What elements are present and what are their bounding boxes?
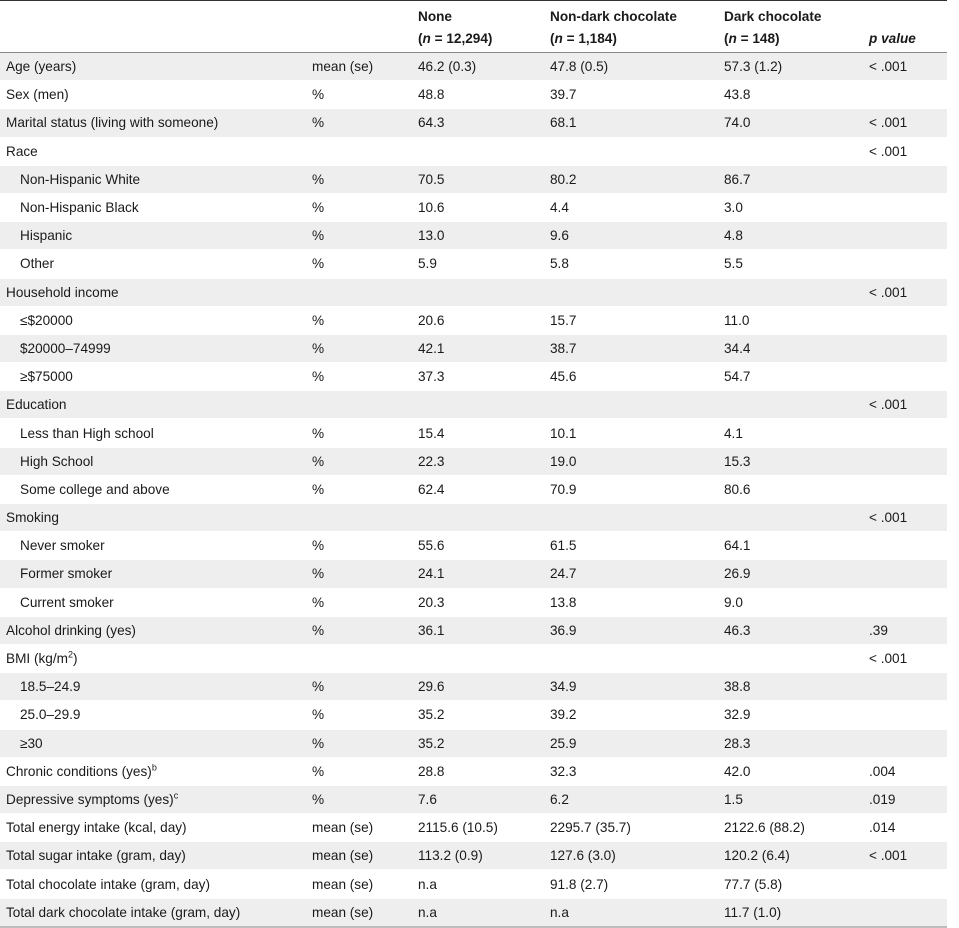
row-stat-type: % [312,785,418,813]
cell-pvalue [869,222,947,250]
cell-pvalue [869,363,947,391]
row-label-superscript: b [151,762,157,773]
cell-dark: 34.4 [724,334,869,362]
cell-pvalue: .019 [869,785,947,813]
row-stat-type: % [312,81,418,109]
row-stat-type: mean (se) [312,814,418,842]
row-label [0,447,312,475]
cell-nondark: 68.1 [550,109,724,137]
cell-pvalue [869,898,947,927]
cell-nondark: n.a [550,898,724,927]
row-stat-type: % [312,109,418,137]
table-row [0,447,947,475]
row-label-suffix: ) [72,651,78,667]
cell-none: 37.3 [418,363,550,391]
row-label-text: Hispanic [20,228,73,244]
cell-pvalue: < .001 [869,109,947,137]
cell-none: 24.1 [418,560,550,588]
cell-dark: 43.8 [724,81,869,109]
cell-none: 7.6 [418,785,550,813]
cell-nondark [550,137,724,165]
row-label-text: Age (years) [6,59,77,75]
row-label [0,814,312,842]
row-stat-type: % [312,560,418,588]
cell-nondark: 9.6 [550,222,724,250]
cell-nondark: 39.2 [550,701,724,729]
row-stat-type: mean (se) [312,870,418,898]
table-row [0,729,947,757]
cell-nondark: 25.9 [550,729,724,757]
table-row [0,701,947,729]
cell-dark: 26.9 [724,560,869,588]
row-label [0,222,312,250]
header-blank-label [0,1,312,53]
cell-pvalue [869,701,947,729]
row-label [0,193,312,221]
table-row [0,475,947,503]
row-stat-type: % [312,757,418,785]
cell-none [418,504,550,532]
cell-pvalue [869,165,947,193]
header-blank-stat [312,1,418,53]
cell-none: 22.3 [418,447,550,475]
cell-pvalue [869,419,947,447]
row-label [0,165,312,193]
cell-dark: 64.1 [724,532,869,560]
cell-none: 15.4 [418,419,550,447]
cell-dark: 1.5 [724,785,869,813]
row-stat-type: % [312,701,418,729]
cell-none: 5.9 [418,250,550,278]
row-label-text: Total energy intake (kcal, day) [6,820,187,836]
cell-pvalue [869,560,947,588]
cell-dark: 11.0 [724,306,869,334]
table-row [0,278,947,306]
row-label-text: Never smoker [20,538,105,554]
cell-none: 46.2 (0.3) [418,53,550,81]
row-label-text: Depressive symptoms (yes) [6,791,174,807]
row-label-superscript: c [173,790,179,801]
table-body [0,53,947,927]
row-label [0,560,312,588]
row-stat-type: mean (se) [312,53,418,81]
cell-dark: 2122.6 (88.2) [724,814,869,842]
cell-dark: 9.0 [724,588,869,616]
cell-dark: 3.0 [724,193,869,221]
cell-none: 42.1 [418,334,550,362]
cell-none: 29.6 [418,673,550,701]
cell-dark: 38.8 [724,673,869,701]
cell-dark: 11.7 (1.0) [724,898,869,927]
table-row [0,419,947,447]
row-stat-type: % [312,222,418,250]
header-none-n-text: (n = 12,294) [418,31,493,46]
table-row [0,165,947,193]
row-stat-type [312,391,418,419]
row-label-text: Sex (men) [6,87,69,103]
row-stat-type: % [312,165,418,193]
row-label-text: Marital status (living with someone) [6,115,219,131]
row-label [0,53,312,81]
row-label [0,363,312,391]
row-stat-type: % [312,673,418,701]
cell-nondark [550,504,724,532]
cell-dark: 32.9 [724,701,869,729]
row-label-text: 25.0–29.9 [20,707,81,723]
cell-none: 64.3 [418,109,550,137]
cell-nondark: 61.5 [550,532,724,560]
cell-none: 35.2 [418,701,550,729]
header-nondark-n [550,28,724,50]
row-label-text: Less than High school [20,425,154,441]
table-row [0,391,947,419]
row-label [0,109,312,137]
row-stat-type: % [312,475,418,503]
cell-nondark: 32.3 [550,757,724,785]
cell-nondark [550,644,724,672]
cell-none: 55.6 [418,532,550,560]
table-row [0,757,947,785]
cell-none: 36.1 [418,616,550,644]
row-stat-type [312,504,418,532]
row-label [0,898,312,927]
row-label [0,644,312,672]
row-stat-type: % [312,250,418,278]
header-pvalue-spacer [869,6,947,28]
cell-pvalue: < .001 [869,53,947,81]
row-label [0,701,312,729]
cell-dark: 5.5 [724,250,869,278]
row-stat-type: % [312,616,418,644]
cell-pvalue: < .001 [869,504,947,532]
cell-dark: 80.6 [724,475,869,503]
row-label [0,532,312,560]
row-label-text: Total dark chocolate intake (gram, day) [6,904,241,920]
cell-pvalue [869,475,947,503]
cell-pvalue [869,334,947,362]
row-label [0,729,312,757]
row-label [0,757,312,785]
cell-nondark: 15.7 [550,306,724,334]
cell-dark [724,391,869,419]
row-label-text: Race [6,143,38,159]
row-label [0,504,312,532]
table-row [0,898,947,927]
row-label-text: Non-Hispanic White [20,171,141,187]
cell-nondark [550,278,724,306]
cell-nondark: 91.8 (2.7) [550,870,724,898]
cell-nondark: 36.9 [550,616,724,644]
row-stat-type: % [312,419,418,447]
cell-dark: 86.7 [724,165,869,193]
table-row [0,504,947,532]
row-stat-type: % [312,306,418,334]
cell-pvalue [869,250,947,278]
cell-dark: 77.7 (5.8) [724,870,869,898]
header-pvalue-text: p value [869,31,916,46]
cell-nondark: 6.2 [550,785,724,813]
header-dark-name: Dark chocolate [724,9,822,24]
cell-nondark: 5.8 [550,250,724,278]
row-stat-type: mean (se) [312,842,418,870]
header-pvalue [869,1,947,53]
row-label-text: $20000–74999 [20,340,111,356]
cell-dark [724,137,869,165]
row-stat-type: % [312,588,418,616]
row-label [0,588,312,616]
row-label-text: Current smoker [20,594,114,610]
cell-dark: 46.3 [724,616,869,644]
cell-dark [724,644,869,672]
cell-pvalue: .004 [869,757,947,785]
table-row [0,306,947,334]
row-label [0,278,312,306]
row-label-text: Other [20,256,54,272]
cell-nondark: 4.4 [550,193,724,221]
cell-none [418,644,550,672]
row-label [0,334,312,362]
cell-none [418,391,550,419]
cell-dark: 15.3 [724,447,869,475]
table-row [0,785,947,813]
row-label-text: ≥30 [20,735,43,751]
cell-none: 13.0 [418,222,550,250]
cell-nondark: 2295.7 (35.7) [550,814,724,842]
row-stat-type [312,137,418,165]
cell-pvalue: .014 [869,814,947,842]
cell-pvalue [869,588,947,616]
header-none-n [418,28,550,50]
cell-dark: 42.0 [724,757,869,785]
header-dark-n [724,28,869,50]
table-row [0,842,947,870]
cell-none [418,278,550,306]
row-label-text: Former smoker [20,566,113,582]
row-stat-type: % [312,447,418,475]
row-label [0,673,312,701]
cell-dark: 54.7 [724,363,869,391]
header-none [418,1,550,53]
table-row [0,53,947,81]
cell-none: n.a [418,870,550,898]
row-label-text: Alcohol drinking (yes) [6,622,136,638]
row-stat-type: % [312,363,418,391]
cell-nondark: 45.6 [550,363,724,391]
table-row [0,644,947,672]
cell-dark: 120.2 (6.4) [724,842,869,870]
row-label [0,616,312,644]
cell-dark: 28.3 [724,729,869,757]
header-dark-n-text: (n = 148) [724,31,780,46]
table-row [0,109,947,137]
cell-dark: 57.3 (1.2) [724,53,869,81]
cell-none: 113.2 (0.9) [418,842,550,870]
row-label [0,306,312,334]
cell-none: 48.8 [418,81,550,109]
row-label-text: Total chocolate intake (gram, day) [6,876,211,892]
cell-pvalue [869,870,947,898]
table-row [0,363,947,391]
cell-none: 20.3 [418,588,550,616]
header-row [0,1,947,53]
cell-dark [724,278,869,306]
cell-nondark: 38.7 [550,334,724,362]
header-none-name: None [418,9,452,24]
cell-none: 10.6 [418,193,550,221]
row-stat-type [312,644,418,672]
cell-nondark [550,391,724,419]
row-stat-type: % [312,532,418,560]
table-row [0,81,947,109]
table-row [0,532,947,560]
cell-pvalue: .39 [869,616,947,644]
cell-none: 2115.6 (10.5) [418,814,550,842]
table-row [0,616,947,644]
cell-nondark: 80.2 [550,165,724,193]
cell-pvalue [869,673,947,701]
table-row [0,193,947,221]
table-row [0,334,947,362]
cell-pvalue: < .001 [869,842,947,870]
cell-nondark: 47.8 (0.5) [550,53,724,81]
cell-pvalue [869,532,947,560]
row-label-text: Household income [6,284,119,300]
header-nondark [550,1,724,53]
cell-pvalue [869,81,947,109]
row-label [0,870,312,898]
table-row [0,250,947,278]
cell-nondark: 127.6 (3.0) [550,842,724,870]
cell-nondark: 39.7 [550,81,724,109]
cell-pvalue: < .001 [869,137,947,165]
row-stat-type [312,278,418,306]
table-row [0,673,947,701]
table-row [0,222,947,250]
row-label-text: Total sugar intake (gram, day) [6,848,186,864]
cell-none: 28.8 [418,757,550,785]
cell-dark [724,504,869,532]
row-label-text: ≤$20000 [20,312,73,328]
row-label [0,419,312,447]
header-dark [724,1,869,53]
table-header [0,1,947,53]
cell-nondark: 10.1 [550,419,724,447]
table-row [0,137,947,165]
row-stat-type: % [312,193,418,221]
row-label-text: Some college and above [20,481,170,497]
row-label [0,250,312,278]
row-label [0,81,312,109]
row-label-text: Education [6,397,67,413]
table-row [0,870,947,898]
row-label [0,391,312,419]
cell-nondark: 19.0 [550,447,724,475]
cell-nondark: 70.9 [550,475,724,503]
row-label [0,785,312,813]
table-row [0,588,947,616]
cell-none [418,137,550,165]
row-label [0,842,312,870]
row-label-text: BMI (kg/m [6,651,68,667]
row-label-text: Non-Hispanic Black [20,200,139,216]
header-nondark-n-text: (n = 1,184) [550,31,617,46]
cell-nondark: 13.8 [550,588,724,616]
cell-dark: 4.8 [724,222,869,250]
row-stat-type: % [312,334,418,362]
table-row [0,814,947,842]
cell-none: 35.2 [418,729,550,757]
cell-pvalue: < .001 [869,644,947,672]
row-label-text: Smoking [6,510,59,526]
cell-pvalue [869,729,947,757]
header-nondark-name: Non-dark chocolate [550,9,677,24]
cell-pvalue [869,193,947,221]
cell-nondark: 34.9 [550,673,724,701]
cell-none: 20.6 [418,306,550,334]
row-label-text: ≥$75000 [20,369,73,385]
cell-none: 70.5 [418,165,550,193]
row-stat-type: mean (se) [312,898,418,927]
row-label [0,137,312,165]
row-label-superscript: 2 [67,649,73,660]
row-stat-type: % [312,729,418,757]
row-label-text: High School [20,453,94,469]
cell-pvalue [869,447,947,475]
cell-pvalue: < .001 [869,391,947,419]
row-label [0,475,312,503]
table-row [0,560,947,588]
cell-pvalue: < .001 [869,278,947,306]
cell-dark: 74.0 [724,109,869,137]
cell-pvalue [869,306,947,334]
cell-nondark: 24.7 [550,560,724,588]
row-label-text: 18.5–24.9 [20,679,81,695]
cell-none: 62.4 [418,475,550,503]
cell-none: n.a [418,898,550,927]
cell-dark: 4.1 [724,419,869,447]
row-label-text: Chronic conditions (yes) [6,763,152,779]
